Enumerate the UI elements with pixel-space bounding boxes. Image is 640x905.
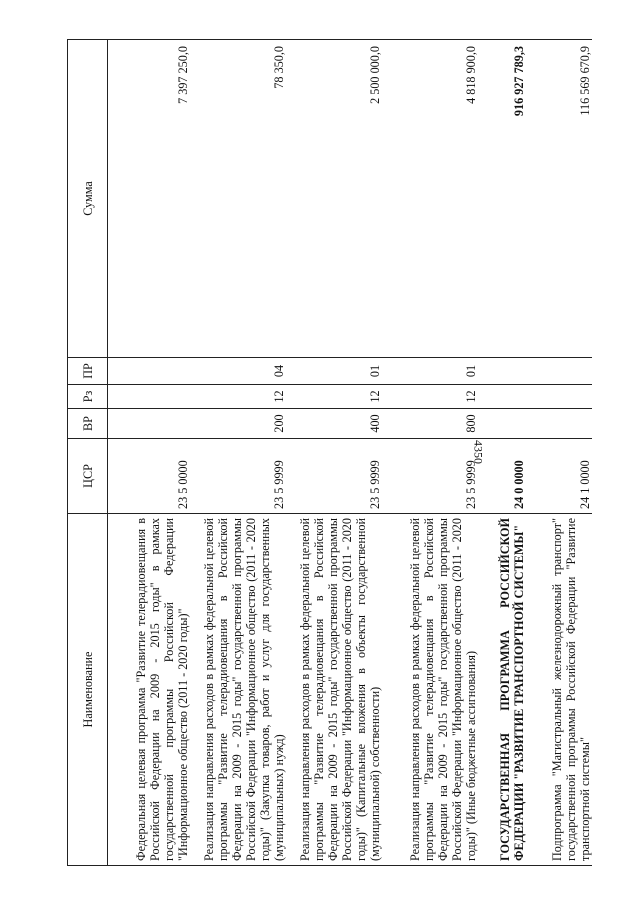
row-pr [526, 358, 592, 385]
page-number: 4350 [471, 440, 486, 464]
header-sum: Сумма [68, 40, 108, 358]
row-pr [108, 358, 191, 385]
row-vr [108, 409, 191, 439]
row-name: Реализация направления расходов в рамках федеральной целевой программы "Развитие телерадиовещания в Российской Федерации на 2009 - 2015 годы" государственной программы Российской Федерации "Информационное общество (2011 - 2020 годы)" (Капитальные вложения в объекты государственной (муниципальной) собственности) [286, 514, 382, 866]
row-rz: 12 [382, 385, 478, 409]
row-vr: 200 [190, 409, 286, 439]
row-name: Федеральная целевая программа "Развитие телерадиовещания в Российской Федерации на 2009 - 2015 годы" в рамках государственной программы Российской Федерации "Информационное общество (2011 - 2020 годы)" [108, 514, 191, 866]
budget-table [67, 39, 592, 866]
row-vr [526, 409, 592, 439]
row-csr: 23 5 9999 [190, 439, 286, 514]
table-row [108, 40, 191, 866]
row-pr: 01 [286, 358, 382, 385]
row-csr: 23 5 9999 [382, 439, 478, 514]
table-row [478, 40, 526, 866]
row-sum: 7 397 250,0 [108, 40, 191, 358]
row-csr: 23 5 0000 [108, 439, 191, 514]
header-pr: ПР [68, 358, 108, 385]
row-rz: 12 [190, 385, 286, 409]
row-vr [478, 409, 526, 439]
row-sum: 4 818 900,0 [382, 40, 478, 358]
row-vr: 400 [286, 409, 382, 439]
row-csr: 23 5 9999 [286, 439, 382, 514]
row-name: ГОСУДАРСТВЕННАЯ ПРОГРАММА РОССИЙСКОЙ ФЕДЕРАЦИИ "РАЗВИТИЕ ТРАНСПОРТНОЙ СИСТЕМЫ" [478, 514, 526, 866]
row-pr: 01 [382, 358, 478, 385]
table-row [526, 40, 592, 866]
row-name: Реализация направления расходов в рамках федеральной целевой программы "Развитие телерадиовещания в Российской Федерации на 2009 - 2015 годы" государственной программы Российской Федерации "Информационное общество (2011 - 2020 годы)" (Закупка товаров, работ и услуг для государственных (муниципальных) нужд) [190, 514, 286, 866]
row-rz [526, 385, 592, 409]
row-rz: 12 [286, 385, 382, 409]
row-sum: 78 350,0 [190, 40, 286, 358]
row-pr [478, 358, 526, 385]
header-name: Наименование [68, 514, 108, 866]
row-name: Реализация направления расходов в рамках федеральной целевой программы "Развитие телерадиовещания в Российской Федерации на 2009 - 2015 годы" государственной программы Российской Федерации "Информационное общество (2011 - 2020 годы)" (Иные бюджетные ассигнования) [382, 514, 478, 866]
table-header-row [68, 40, 108, 866]
row-csr: 24 1 0000 [526, 439, 592, 514]
table-row [286, 40, 382, 866]
row-rz [108, 385, 191, 409]
row-csr: 24 0 0000 [478, 439, 526, 514]
header-vr: ВР [68, 409, 108, 439]
row-vr: 800 [382, 409, 478, 439]
table-row [382, 40, 478, 866]
row-sum: 116 569 670,9 [526, 40, 592, 358]
budget-table-sheet [67, 40, 635, 866]
header-csr: ЦСР [68, 439, 108, 514]
row-sum: 2 500 000,0 [286, 40, 382, 358]
header-rz: Рз [68, 385, 108, 409]
table-row [190, 40, 286, 866]
row-name: Подпрограмма "Магистральный железнодорожный транспорт" государственной программы Российской Федерации "Развитие транспортной системы" [526, 514, 592, 866]
row-pr: 04 [190, 358, 286, 385]
row-sum: 916 927 789,3 [478, 40, 526, 358]
row-rz [478, 385, 526, 409]
